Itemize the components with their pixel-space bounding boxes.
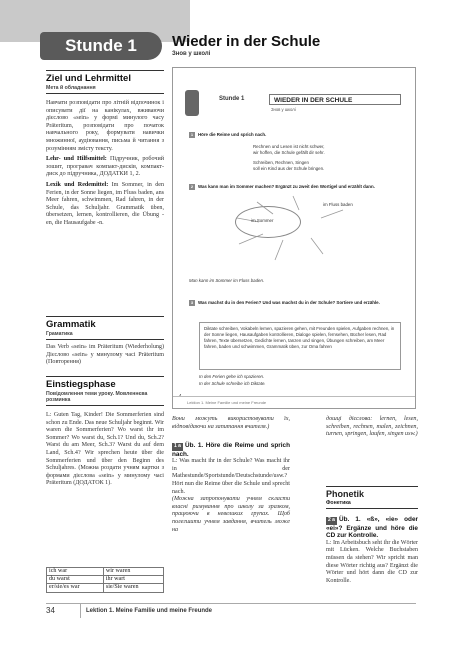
footer-text: Lektion 1. Meine Familie und meine Freunde <box>86 608 213 614</box>
task-number: 3 <box>190 300 194 305</box>
book-example: In den Ferien gehe ich spazieren. <box>199 374 265 379</box>
section-subtitle: Граматика <box>46 331 164 340</box>
textbook-page-image <box>172 67 416 409</box>
ziel-text <box>46 100 164 228</box>
section-title: Ziel und Lehrmittel <box>46 73 131 84</box>
table-row <box>47 568 164 576</box>
task-text: Was machst du in den Ferien? Und was machst du in der Schule? Sortiere und erzähle. <box>198 300 380 305</box>
exercise-heading <box>172 442 290 458</box>
section-title: Grammatik <box>46 319 96 330</box>
exercise-note: (Можна запропонувати учням скласти власні римування про школу за зразком, працюючи в невеликих групах. Щоб полегшити учням завдання, вчитель може на <box>172 496 290 533</box>
exercise-heading <box>326 516 418 540</box>
exercise-tag: 2 а <box>328 517 335 523</box>
lesson-badge: Stunde 1 <box>40 32 162 60</box>
exercise-title: Üb. 1. «ß», «ie» oder «ei»? Ergänze und höre die CD zur Kontrolle. <box>326 516 418 540</box>
table-cell: wir waren <box>103 568 163 576</box>
table-cell: du warst <box>47 576 104 584</box>
task-number: 2 <box>190 184 194 189</box>
book-tab <box>185 90 199 116</box>
rhyme <box>253 144 325 172</box>
exercise-text: L: Im Arbeitsbuch seht ihr die Wörter mit Lücken. Welche Buchstaben müssen da stehen? Wir spricht man diese Wörter richtig aus? Ergänzt die Wörter und hört dann die CD zur Kontrolle. <box>326 539 418 584</box>
right-exercise <box>326 516 418 585</box>
book-header <box>185 90 407 116</box>
footer-divider <box>80 604 81 618</box>
table-row <box>47 576 164 584</box>
ziel-materials: Підручник, робочий зошит, програвач компакт-дисків, компакт-диск до підручника, ДОДАТКИ 1, 2. <box>46 156 164 178</box>
right-note: дошці дієслова: lernen, lesen, schreiben, rechnen, malen, zeichnen, turnen, springen, laufen, singen usw.) <box>326 416 418 438</box>
word-web-center: im Sommer <box>251 218 274 223</box>
section-title: Einstiegsphase <box>46 379 116 390</box>
book-stunde: Stunde 1 <box>219 96 245 102</box>
rhyme-line: soll ein Kind aus der Schule bringen. <box>253 166 325 171</box>
book-task-3 <box>189 300 404 306</box>
word-box <box>199 322 401 370</box>
section-title: Phonetik <box>326 489 365 499</box>
table-cell: ich war <box>47 568 104 576</box>
sein-conjugation-table <box>46 567 164 593</box>
ziel-paragraph: Навчати розповідати про літній відпочинок і описувати дії на канікулах, вживаючи дієслово «sein» у формі минулого часу Präteritum, розповідати про початок навчального року, формувати навички множинної, аудіювання, письма й читання з розумінням змісту тексту. <box>46 100 164 152</box>
rhyme-line: Rechnen und Lesen ist nicht schwer, <box>253 144 325 149</box>
page-number: 34 <box>46 606 55 615</box>
einstieg-text: L: Guten Tag, Kinder! Die Sommerferien sind schon zu Ende. Das neue Schuljahr beginnt. Wir waren die Sommerferien? Wo warst ihr im Sommer? Wo warst du, Sch.1? Und du, Sch.2? Warst du am Meer, Sch.3? Warst du auf dem Land, Sch.4? Wir sprechen heute über die Sommerferien und über den Beginn des Schuljahres. (Можна роздати учням картки з формами дієслова «sein» у минулому часі Präteritum (ДОДАТОК 1). <box>46 412 164 487</box>
section-subtitle: Фонетика <box>326 500 418 509</box>
rhyme-line: Schreiben, Rechnen, Singen <box>253 160 309 165</box>
section-phonetik-heading <box>326 486 418 509</box>
label: Lexik und Redemittel: <box>46 181 109 188</box>
ziel-lexik: Im Sommer, in den Ferien, in der Sonne liegen, im Fluss baden, ans Meer fahren, schwimmen, Rad fahren, in der Schule, das Schuljahr. Grammatik üben, übersetzen, lernen, kontrollieren, die Übung -en, die Hausaufgabe -n. <box>46 181 164 226</box>
exercise-text: L: Was macht ihr in der Schule? Was macht ihr in der Mathestunde/Sportstunde/Deutschstunde/usw.? Hört nun die Reime über die Schule und sprecht nach. <box>172 458 290 495</box>
book-task-1 <box>189 132 404 138</box>
table-cell: sie/Sie waren <box>103 584 163 592</box>
word-list: Diktate schreiben, Vokabeln lernen, spazieren gehen, mit Freunden spielen, Aufgaben rechnen, in der Sonne liegen, Hausaufgaben kontrollieren, Dialoge spielen, fernsehen, Bücher lesen, Rad fahren, Texte übersetzen, Gedichte lernen, tanzen und singen, Übungen schreiben, am Meer fahren, baden und schwimmen, Grammatik üben, zur Oma fahren <box>204 326 395 349</box>
book-title: WIEDER IN DER SCHULE <box>269 94 401 105</box>
grammatik-text: Das Verb «sein» im Präteritum (Wiederholung) Дієслово «sein» у минулому часі Präteritum (Повторення) <box>46 344 164 366</box>
rhyme-line: wir hoffen, die Schule gefällt dir sehr. <box>253 150 325 155</box>
section-subtitle: Повідомлення теми уроку. Мовленнєва розминка <box>46 391 164 406</box>
word-web-bubble: im Fluss baden <box>323 202 353 207</box>
book-example: In der Schule schreibe ich Diktate. <box>199 381 266 386</box>
book-example: Man kann im Sommer im Fluss baden. <box>189 278 265 283</box>
page-subtitle: Знов у школі <box>172 51 211 57</box>
mid-exercise <box>172 442 290 534</box>
mid-note: Вони можуть використовувати їх, відповідаючи на запитання вчителя.) <box>172 416 290 430</box>
table-cell: er/sie/es war <box>47 584 104 592</box>
table-row <box>47 584 164 592</box>
book-title-ua: Знов у школі <box>271 107 296 112</box>
task-text: Was kann man im Sommer machen? Ergänzt zu zweit den Wortigel und erzählt dann. <box>198 184 375 189</box>
task-number: 1 <box>190 132 194 137</box>
word-web-rays <box>213 188 373 268</box>
section-grammatik-heading <box>46 316 164 340</box>
section-ziel-heading <box>46 70 164 94</box>
book-footer: Lektion 1. Meine Familie und meine Freunde <box>173 396 415 408</box>
section-einstieg-heading <box>46 376 164 406</box>
label: Lehr- und Hilfsmittel: <box>46 156 107 163</box>
book-page-number: 4 <box>179 393 182 398</box>
page-title: Wieder in der Schule <box>172 33 321 50</box>
table-cell: ihr wart <box>103 576 163 584</box>
task-text: Höre die Reime und sprich nach. <box>198 132 267 137</box>
exercise-tag: 1 а <box>174 443 181 449</box>
section-subtitle: Мета й обладнання <box>46 85 164 94</box>
exercise-title: Üb. 1. Höre die Reime und sprich nach. <box>172 442 290 458</box>
